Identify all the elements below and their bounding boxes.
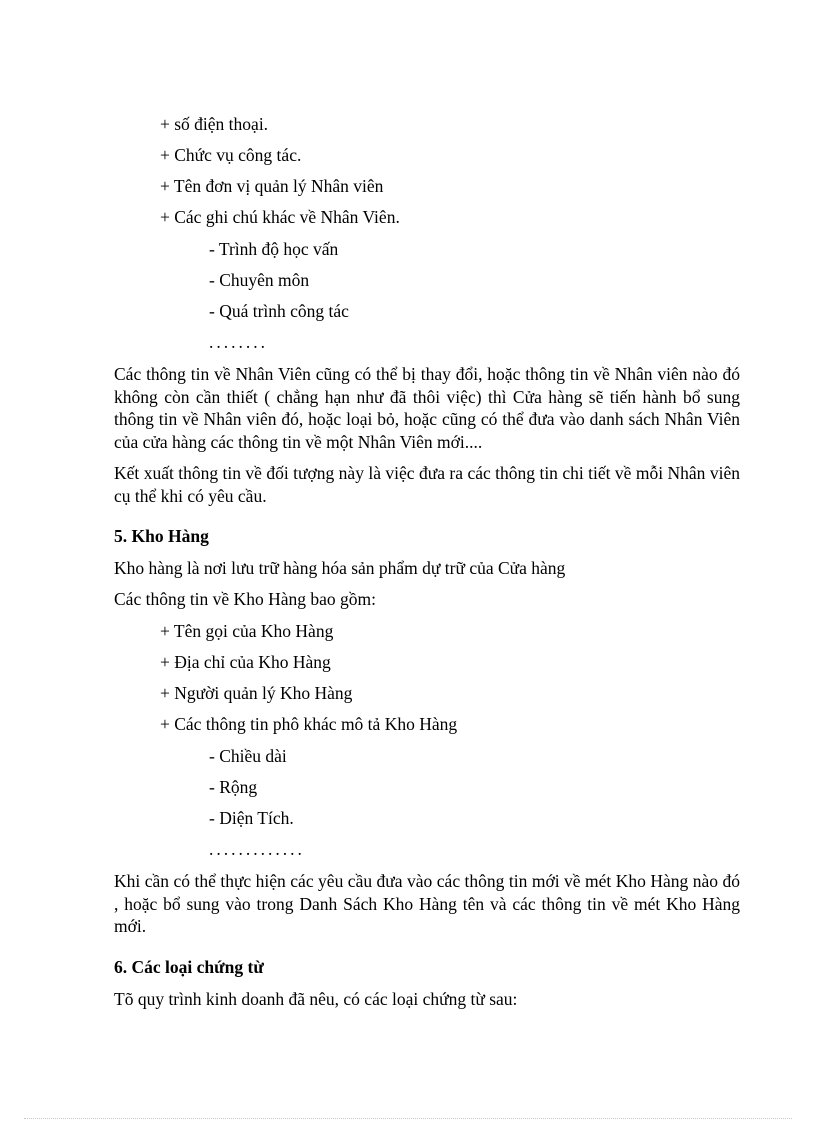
warehouse-note-width: - Rộng <box>209 777 258 797</box>
page-bottom-rule <box>24 1118 792 1119</box>
employee-field-notes: + Các ghi chú khác về Nhân Viên. <box>160 207 400 227</box>
section-5-heading: 5. Kho Hàng <box>114 526 209 546</box>
employee-field-unit: + Tên đơn vị quản lý Nhân viên <box>160 176 384 196</box>
warehouse-field-manager: + Người quản lý Kho Hàng <box>160 683 353 703</box>
section-6-heading: 6. Các loại chứng từ <box>114 957 264 977</box>
employee-note-history: - Quá trình công tác <box>209 301 349 321</box>
paragraph-employee-export: Kết xuất thông tin về đối tượng này là việc đưa ra các thông tin chi tiết về mỗi Nhân viên cụ thể khi có yêu cầu. <box>114 463 740 506</box>
employee-ellipsis: ........ <box>209 332 268 352</box>
employee-note-education: - Trình độ học vấn <box>209 239 339 259</box>
warehouse-field-name: + Tên gọi của Kho Hàng <box>160 621 334 641</box>
warehouse-ellipsis: ............. <box>209 839 305 859</box>
paragraph-employee-changes: Các thông tin về Nhân Viên cũng có thể bị thay đổi, hoặc thông tin về Nhân viên nào đó không còn cần thiết ( chẳng hạn như đã thôi việc) thì Cửa hàng sẽ tiến hành bổ sung thông tin về Nhân viên đó, hoặc loại bỏ, hoặc cũng có thể đưa vào danh sách Nhân Viên của cửa hàng các thông tin về một Nhân Viên mới.... <box>114 364 740 452</box>
section-5-includes: Các thông tin về Kho Hàng bao gồm: <box>114 589 376 609</box>
warehouse-note-area: - Diện Tích. <box>209 808 294 828</box>
employee-note-specialty: - Chuyên môn <box>209 270 310 290</box>
warehouse-field-other: + Các thông tin phô khác mô tả Kho Hàng <box>160 714 458 734</box>
section-6-intro: Tõ quy trình kinh doanh đã nêu, có các loại chứng từ sau: <box>114 989 518 1009</box>
employee-field-phone: + số điện thoại. <box>160 114 269 134</box>
warehouse-note-length: - Chiều dài <box>209 746 287 766</box>
paragraph-warehouse-requests: Khi cần có thể thực hiện các yêu cầu đưa vào các thông tin mới về mét Kho Hàng nào đó , hoặc bổ sung vào trong Danh Sách Kho Hàng tên và các thông tin về mét Kho Hàng mới. <box>114 871 740 936</box>
section-5-intro: Kho hàng là nơi lưu trữ hàng hóa sản phẩm dự trữ của Cửa hàng <box>114 558 566 578</box>
warehouse-field-address: + Địa chỉ của Kho Hàng <box>160 652 331 672</box>
employee-field-position: + Chức vụ công tác. <box>160 145 302 165</box>
